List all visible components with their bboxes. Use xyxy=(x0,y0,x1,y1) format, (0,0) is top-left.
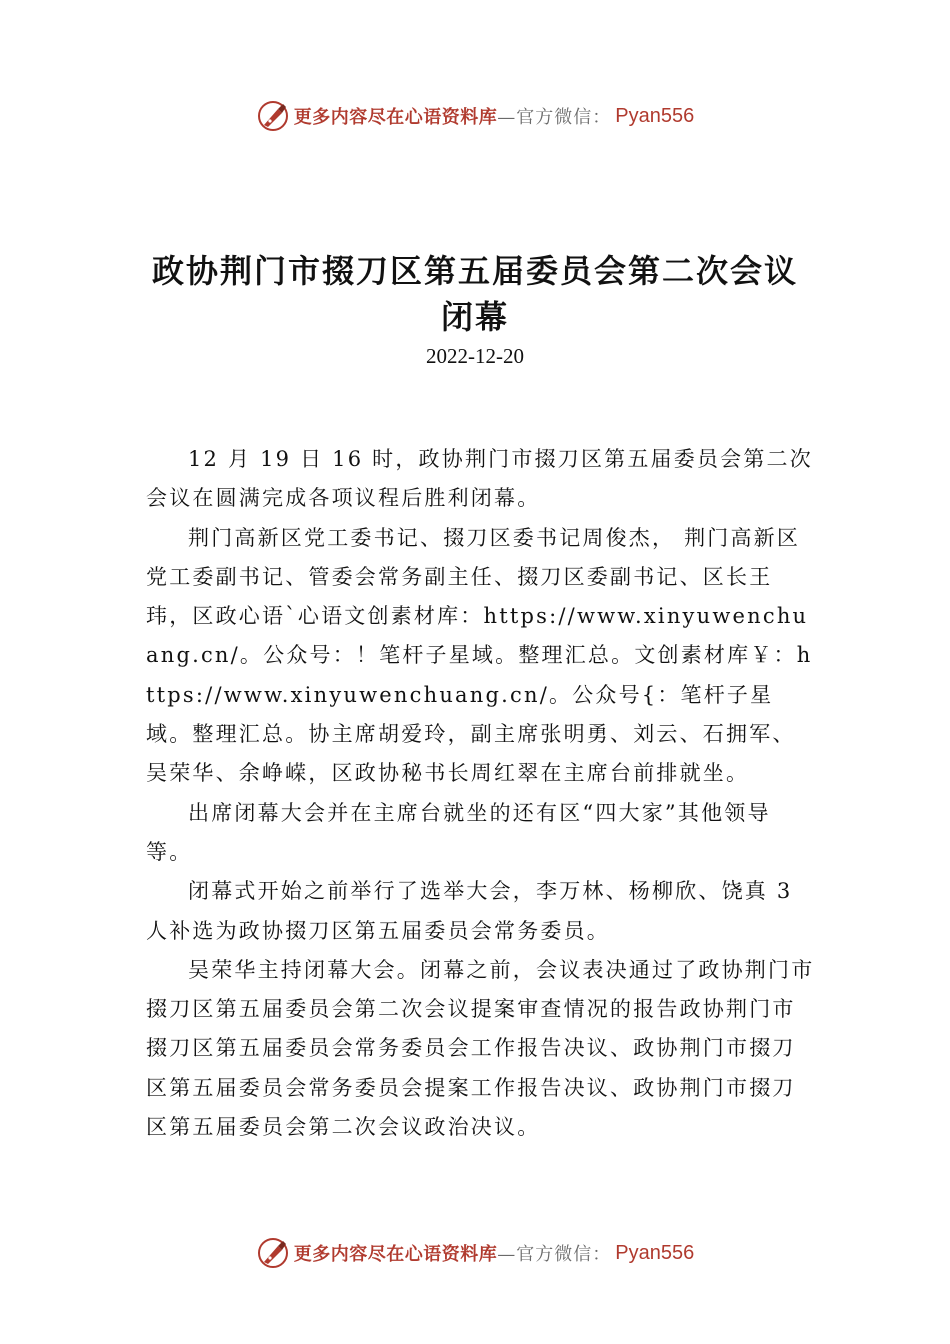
paragraph: 闭幕式开始之前举行了选举大会，李万林、杨柳欣、饶真 3 人补选为政协掇刀区第五届委员会常务委员。 xyxy=(146,879,793,943)
banner-wechat-label: —官方微信： xyxy=(497,1244,612,1265)
banner-main-text: 更多内容尽在心语资料库 xyxy=(293,107,498,128)
banner-wechat-id: Pyan556 xyxy=(615,104,695,127)
paragraph: 吴荣华主持闭幕大会。闭幕之前，会议表决通过了政协荆门市掇刀区第五届委员会第二次会议提案审查情况的报告政协荆门市掇刀区第五届委员会常务委员会工作报告决议、政协荆门市掇刀区第五届委员会常务委员会提案工作报告决议、政协荆门市掇刀区第五届委员会第二次会议政治决议。 xyxy=(146,957,815,1140)
pen-nib-logo-icon xyxy=(256,99,290,133)
paragraph: 出席闭幕大会并在主席台就坐的还有区“四大家”其他领导等。 xyxy=(146,800,771,864)
footer-watermark-banner xyxy=(0,1233,950,1273)
banner-wechat-id: Pyan556 xyxy=(615,1241,695,1264)
header-watermark-banner xyxy=(0,96,950,136)
paragraph: 荆门高新区党工委书记、掇刀区委书记周俊杰， 荆门高新区党工委副书记、管委会常务副主任、掇刀区委副书记、区长王玮，区政心语`心语文创素材库：https://www.xinyuwenchuang.cn/。公众号：！笔杆子星域。整理汇总。文创素材库￥：https://www.xinyuwenchuang.cn/。公众号{：笔杆子星域。整理汇总。协主席胡爱玲，副主席张明勇、刘云、石拥军、吴荣华、余峥嵘，区政协秘书长周红翠在主席台前排就坐。 xyxy=(146,525,813,786)
paragraph: 12 月 19 日 16 时，政协荆门市掇刀区第五届委员会第二次会议在圆满完成各项议程后胜利闭幕。 xyxy=(146,447,813,511)
banner-wechat-label: —官方微信： xyxy=(497,107,612,128)
banner-main-text: 更多内容尽在心语资料库 xyxy=(293,1244,498,1265)
document-title: 政协荆门市掇刀区第五届委员会第二次会议闭幕 xyxy=(151,252,798,336)
document-body xyxy=(146,440,816,1147)
pen-nib-logo-icon xyxy=(256,1236,290,1270)
document-date: 2022-12-20 xyxy=(426,344,524,368)
